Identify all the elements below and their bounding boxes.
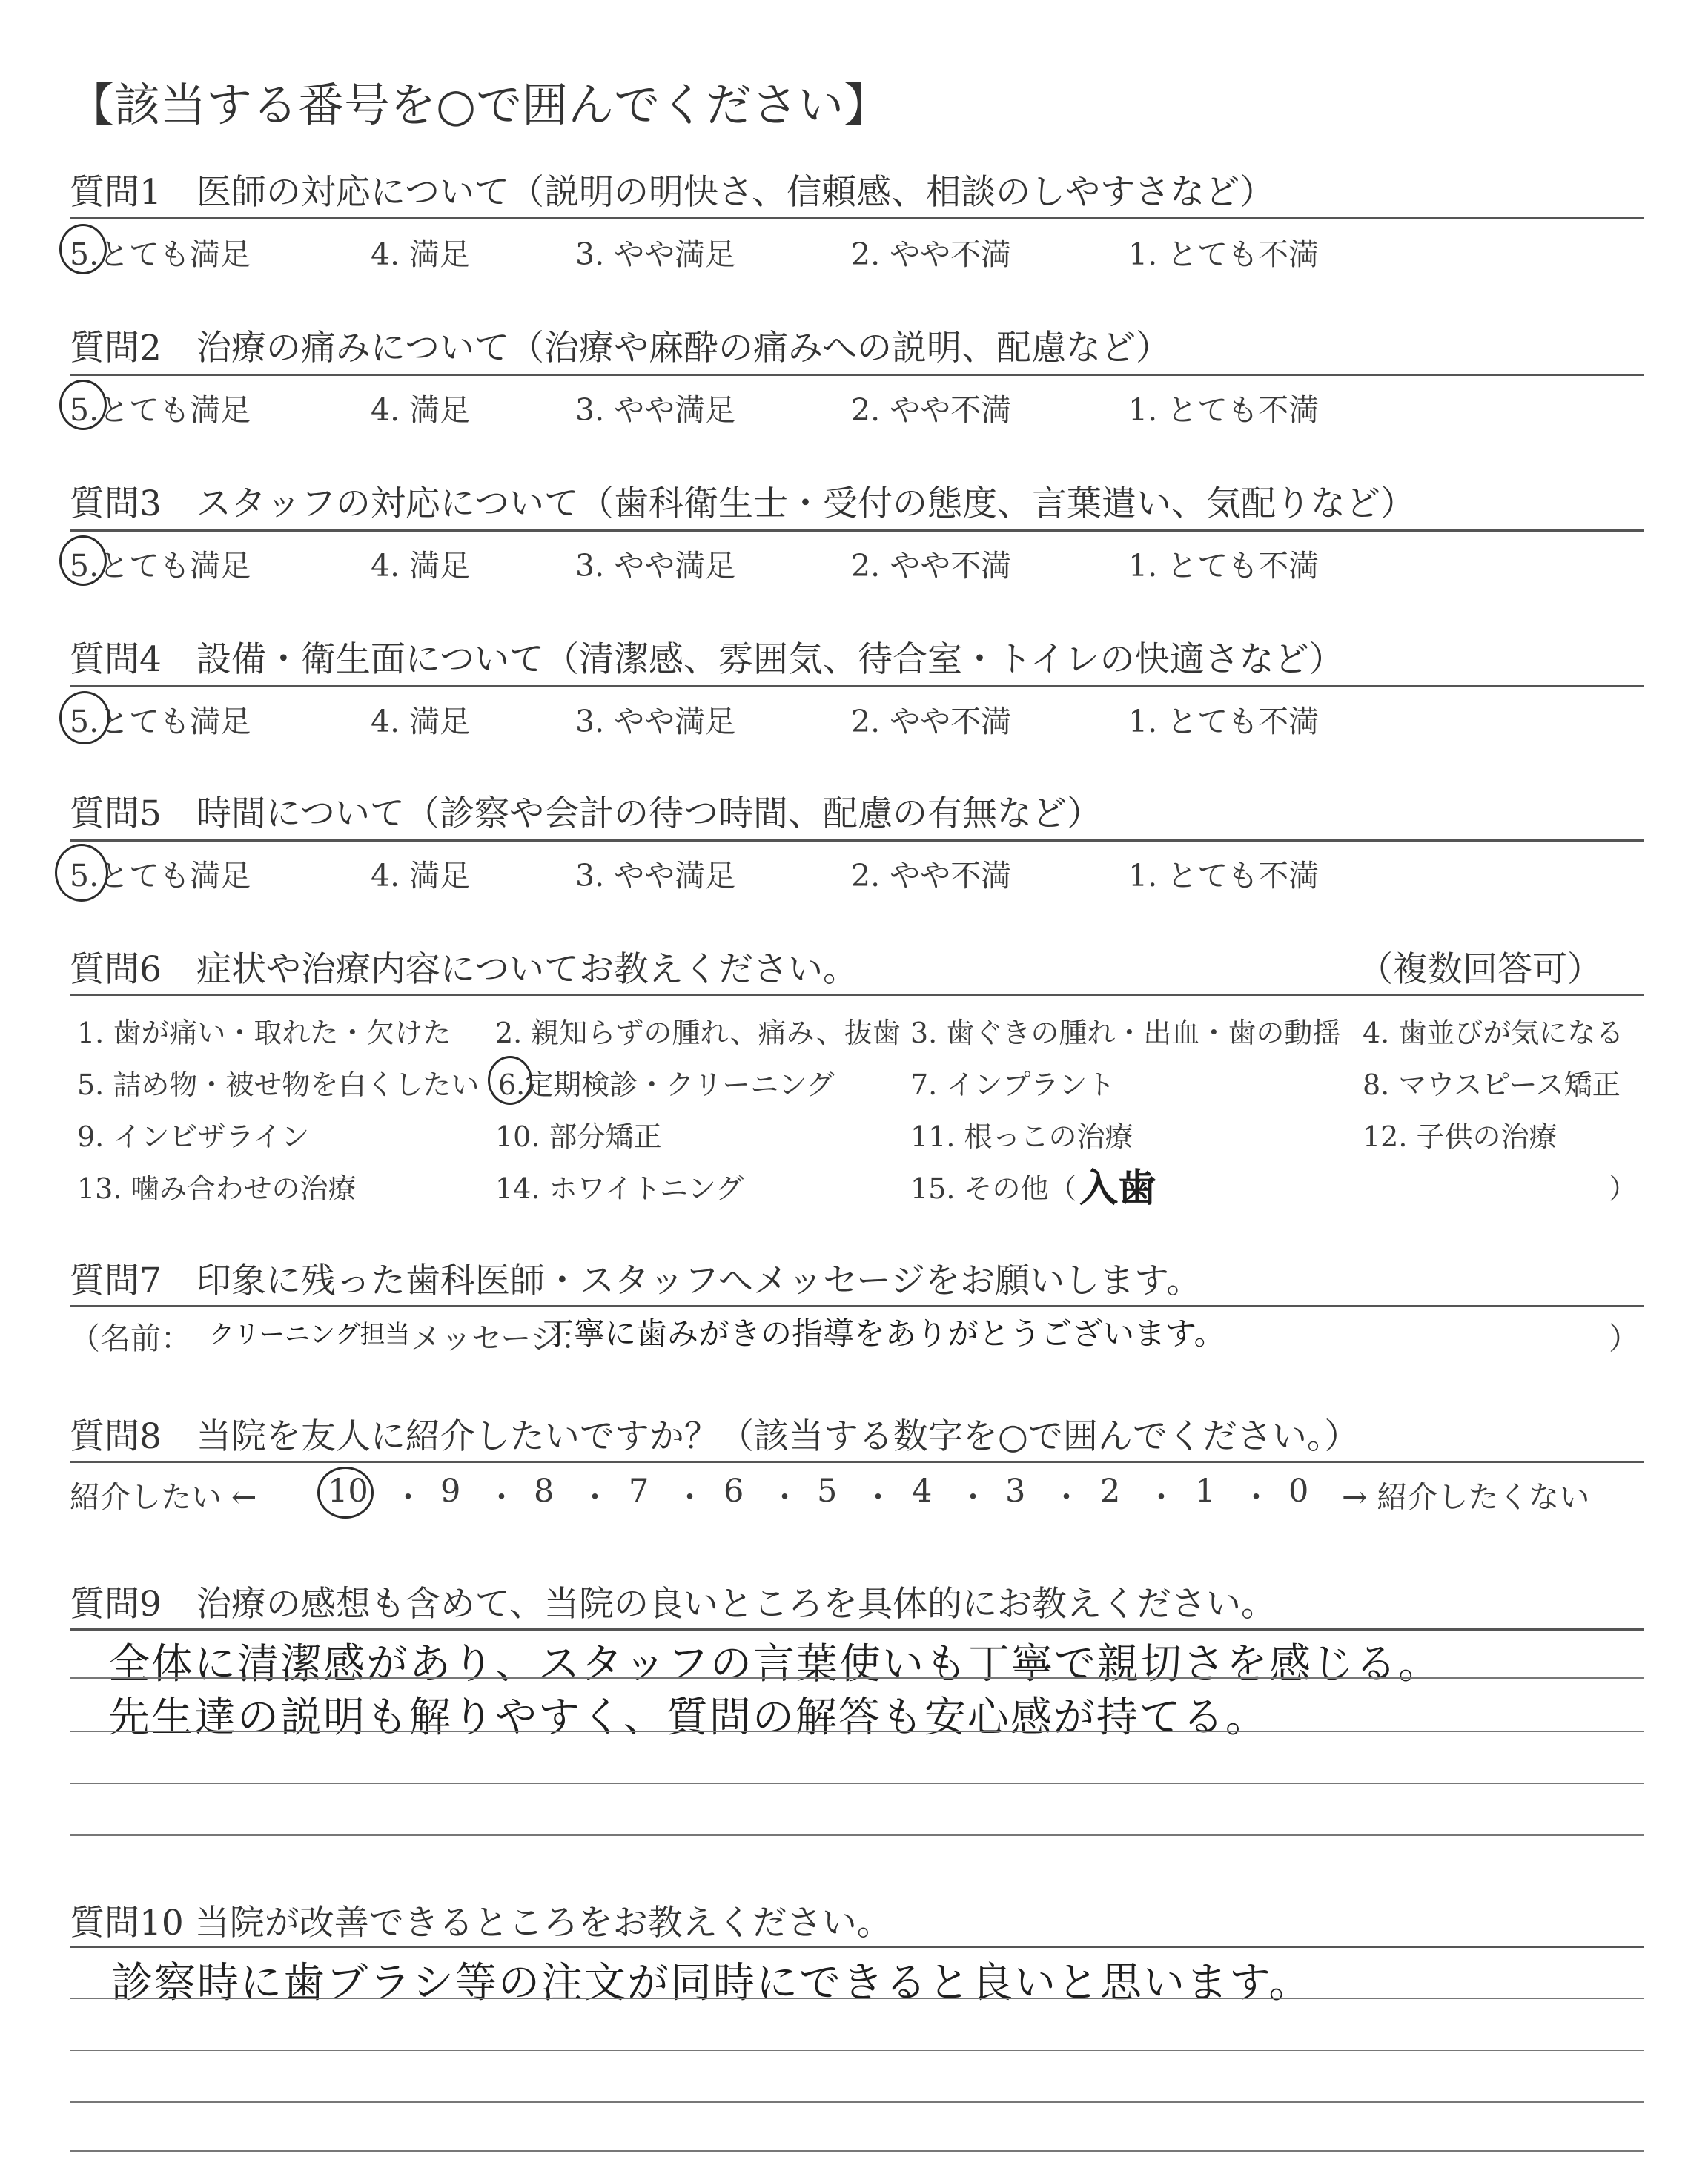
q9-answer-line-2[interactable]: 先生達の説明も解りやすく、質問の解答も安心感が持てる。	[108, 1694, 1268, 1742]
q8-scale-1[interactable]: 1	[1195, 1473, 1216, 1510]
q5-option-4[interactable]: 4. 満足	[371, 858, 471, 894]
q6-other-close: ）	[1609, 1172, 1638, 1205]
q8-scale-8[interactable]: 8	[534, 1473, 555, 1510]
q6-item-7[interactable]: 7. インプラント	[910, 1069, 1116, 1101]
question-1-title: 質問1 医師の対応について（説明の明快さ、信頼感、相談のしやすさなど）	[70, 172, 1275, 213]
question-6-note: （複数回答可）	[1358, 949, 1602, 990]
q8-separator: ・	[1051, 1479, 1082, 1515]
q5-selection-circle	[55, 844, 108, 902]
question-5-rule	[70, 839, 1644, 842]
question-6-rule	[70, 994, 1644, 996]
survey-title: 【該当する番号を○で囲んでください】	[68, 78, 890, 132]
question-1-rule	[70, 217, 1644, 219]
q6-item-13[interactable]: 13. 噛み合わせの治療	[77, 1172, 357, 1205]
q8-separator: ・	[393, 1479, 423, 1515]
q9-answer-rule	[70, 1677, 1644, 1679]
question-4-rule	[70, 685, 1644, 687]
q8-selection-circle	[317, 1467, 374, 1519]
q6-item-5[interactable]: 5. 詰め物・被せ物を白くしたい	[77, 1069, 480, 1101]
q4-option-2[interactable]: 2. やや不満	[851, 704, 1012, 739]
q8-scale-2[interactable]: 2	[1100, 1473, 1121, 1510]
q2-option-3[interactable]: 3. やや満足	[575, 392, 736, 428]
q10-answer-rule	[70, 2150, 1644, 2152]
q6-item-12[interactable]: 12. 子供の治療	[1363, 1120, 1558, 1153]
q2-option-2[interactable]: 2. やや不満	[851, 392, 1012, 428]
q1-option-2[interactable]: 2. やや不満	[851, 237, 1012, 272]
q4-option-1[interactable]: 1. とても不満	[1128, 704, 1320, 739]
question-7-rule	[70, 1305, 1644, 1307]
question-3-rule	[70, 529, 1644, 532]
q6-item-11[interactable]: 11. 根っこの治療	[910, 1120, 1133, 1153]
q8-scale-10[interactable]: 10	[328, 1473, 368, 1510]
q10-answer-rule	[70, 1998, 1644, 1999]
q3-selection-circle	[59, 535, 107, 586]
question-2-rule	[70, 374, 1644, 376]
question-10-rule	[70, 1946, 1644, 1948]
question-9-title: 質問9 治療の感想も含めて、当院の良いところを具体的にお教えください。	[70, 1584, 1276, 1625]
q4-option-5[interactable]: 5.とても満足	[70, 704, 251, 739]
q7-message-value[interactable]: 丁寧に歯みがきの指導をありがとうございます。	[543, 1315, 1225, 1352]
q6-selection-circle	[488, 1056, 532, 1105]
q8-scale-0[interactable]: 0	[1288, 1473, 1309, 1510]
q9-answer-rule	[70, 1783, 1644, 1784]
q2-option-5[interactable]: 5.とても満足	[70, 392, 251, 428]
q5-option-1[interactable]: 1. とても不満	[1128, 858, 1320, 894]
q1-option-5[interactable]: 5.とても満足	[70, 237, 251, 272]
q9-answer-rule	[70, 1731, 1644, 1732]
q6-item-2[interactable]: 2. 親知らずの腫れ、痛み、抜歯	[495, 1017, 901, 1049]
question-10-title: 質問10 当院が改善できるところをお教えください。	[70, 1903, 892, 1943]
q8-separator: ・	[580, 1479, 610, 1515]
question-3-title: 質問3 スタッフの対応について（歯科衛生士・受付の態度、言葉遣い、気配りなど）	[70, 483, 1415, 524]
question-9-rule	[70, 1628, 1644, 1631]
q6-item-1[interactable]: 1. 歯が痛い・取れた・欠けた	[77, 1017, 451, 1049]
q4-selection-circle	[59, 691, 110, 744]
q8-separator: ・	[958, 1479, 988, 1515]
q2-selection-circle	[59, 380, 107, 430]
q6-item-14[interactable]: 14. ホワイトニング	[495, 1172, 744, 1205]
q8-left-label: 紹介したい ←	[70, 1479, 257, 1515]
q3-option-2[interactable]: 2. やや不満	[851, 548, 1012, 584]
q8-scale-9[interactable]: 9	[440, 1473, 461, 1510]
q7-name-label: （名前：	[70, 1321, 191, 1356]
q9-answer-line-1[interactable]: 全体に清潔感があり、スタッフの言葉使いも丁寧で親切さを感じる。	[108, 1640, 1441, 1688]
q1-option-3[interactable]: 3. やや満足	[575, 237, 736, 272]
q7-name-value[interactable]: クリーニング担当	[209, 1320, 411, 1350]
q8-separator: ・	[769, 1479, 800, 1515]
question-2-title: 質問2 治療の痛みについて（治療や麻酔の痛みへの説明、配慮など）	[70, 328, 1171, 369]
q8-scale-4[interactable]: 4	[912, 1473, 933, 1510]
q10-answer-line-1[interactable]: 診察時に歯ブラシ等の注文が同時にできると良いと思います。	[111, 1959, 1312, 2007]
q3-option-4[interactable]: 4. 満足	[371, 548, 471, 584]
q10-answer-rule	[70, 2101, 1644, 2103]
q8-separator: ・	[675, 1479, 705, 1515]
q2-option-1[interactable]: 1. とても不満	[1128, 392, 1320, 428]
q3-option-5[interactable]: 5.とても満足	[70, 548, 251, 584]
q7-close: ）	[1609, 1321, 1639, 1356]
q6-item-15[interactable]: 15. その他（	[910, 1172, 1077, 1205]
q6-item-9[interactable]: 9. インビザライン	[77, 1120, 310, 1153]
q2-option-4[interactable]: 4. 満足	[371, 392, 471, 428]
question-8-title: 質問8 当院を友人に紹介したいですか？（該当する数字を○で囲んでください。）	[70, 1416, 1360, 1457]
q7-message-label: メッセージ：	[411, 1321, 592, 1356]
q6-item-4[interactable]: 4. 歯並びが気になる	[1363, 1017, 1624, 1049]
q8-separator: ・	[1146, 1479, 1176, 1515]
q3-option-1[interactable]: 1. とても不満	[1128, 548, 1320, 584]
q6-other-answer[interactable]: 入歯	[1079, 1166, 1157, 1211]
q10-answer-rule	[70, 2050, 1644, 2051]
q1-option-1[interactable]: 1. とても不満	[1128, 237, 1320, 272]
question-4-title: 質問4 設備・衛生面について（清潔感、雰囲気、待合室・トイレの快適さなど）	[70, 639, 1344, 680]
q3-option-3[interactable]: 3. やや満足	[575, 548, 736, 584]
q8-scale-5[interactable]: 5	[817, 1473, 838, 1510]
q4-option-4[interactable]: 4. 満足	[371, 704, 471, 739]
question-6-title: 質問6 症状や治療内容についてお教えください。	[70, 949, 858, 990]
q6-item-10[interactable]: 10. 部分矯正	[495, 1120, 662, 1153]
q9-answer-rule	[70, 1834, 1644, 1836]
question-7-title: 質問7 印象に残った歯科医師・スタッフへメッセージをお願いします。	[70, 1261, 1202, 1301]
q1-option-4[interactable]: 4. 満足	[371, 237, 471, 272]
q8-right-label: → 紹介したくない	[1342, 1479, 1590, 1515]
q8-separator: ・	[1241, 1479, 1271, 1515]
q8-scale-6[interactable]: 6	[724, 1473, 744, 1510]
q8-separator: ・	[863, 1479, 893, 1515]
q6-item-8[interactable]: 8. マウスピース矯正	[1363, 1069, 1621, 1101]
q5-option-3[interactable]: 3. やや満足	[575, 858, 736, 894]
q6-item-6[interactable]: 6.定期検診・クリーニング	[498, 1069, 835, 1101]
question-5-title: 質問5 時間について（診察や会計の待つ時間、配慮の有無など）	[70, 793, 1102, 834]
q5-option-5[interactable]: 5.とても満足	[70, 858, 251, 894]
q4-option-3[interactable]: 3. やや満足	[575, 704, 736, 739]
question-8-rule	[70, 1461, 1644, 1463]
q1-selection-circle	[59, 224, 107, 274]
q8-scale-7[interactable]: 7	[629, 1473, 649, 1510]
q5-option-2[interactable]: 2. やや不満	[851, 858, 1012, 894]
q8-separator: ・	[486, 1479, 517, 1515]
q8-scale-3[interactable]: 3	[1005, 1473, 1026, 1510]
q6-item-3[interactable]: 3. 歯ぐきの腫れ・出血・歯の動揺	[910, 1017, 1341, 1049]
